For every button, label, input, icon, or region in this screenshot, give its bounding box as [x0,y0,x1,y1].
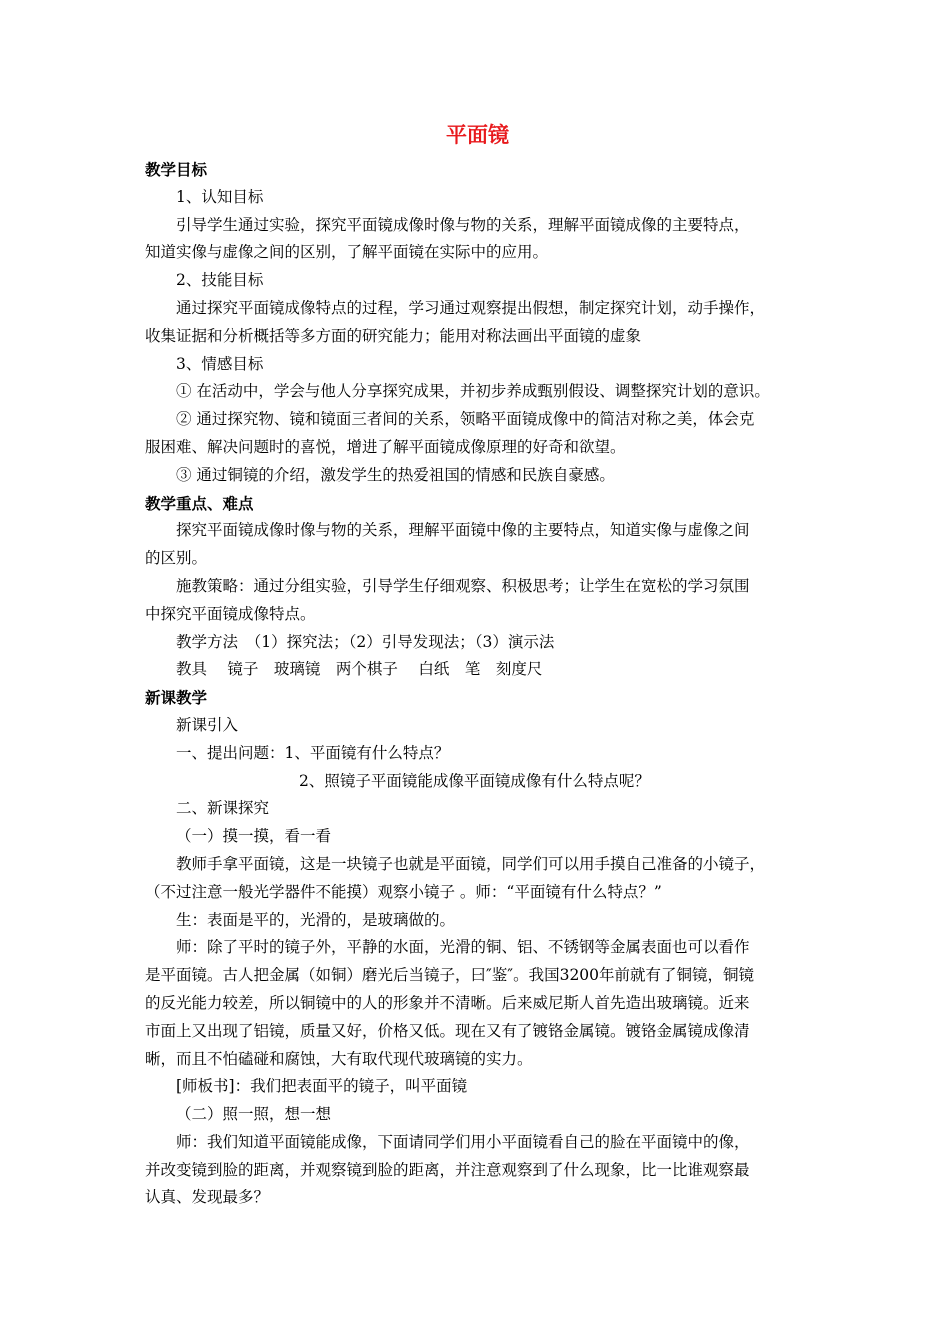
paragraph-line: （不过注意一般光学器件不能摸）观察小镜子 。师：“平面镜有什么特点？” [145,882,662,901]
subheading-skill: 2、技能目标 [176,271,264,290]
teaching-methods: 教学方法 （1）探究法；（2）引导发现法；（3）演示法 [176,632,555,651]
subheading-emotion: 3、情感目标 [176,354,264,373]
subheading-explore: 二、新课探究 [176,799,270,818]
paragraph-line: 中探究平面镜成像特点。 [145,604,316,623]
paragraph-line: 教师手拿平面镜，这是一块镜子也就是平面镜，同学们可以用手摸自己准备的小镜子， [176,854,766,873]
paragraph-line: 生：表面是平的，光滑的，是玻璃做的。 [176,910,456,929]
paragraph-line: 并改变镜到脸的距离，并观察镜到脸的距离，并注意观察到了什么现象，比一比谁观察最 [145,1160,750,1179]
paragraph-line: 的反光能力较差，所以铜镜中的人的形象并不清晰。后来威尼斯人首先造出玻璃镜。近来 [145,993,750,1012]
subheading-part-2: （二）照一照，想一想 [176,1105,332,1124]
document-page [145,118,810,1212]
paragraph-line: 晰，而且不怕磕碰和腐蚀，大有取代现代玻璃镜的实力。 [145,1049,533,1068]
board-note: [师板书]：我们把表面平的镜子，叫平面镜 [176,1077,468,1096]
paragraph-line: 引导学生通过实验，探究平面镜成像时像与物的关系，理解平面镜成像的主要特点， [176,215,750,234]
paragraph-line: 师：我们知道平面镜能成像，下面请同学们用小平面镜看自己的脸在平面镜中的像， [176,1132,750,1151]
document-title: 平面镜 [446,122,509,147]
teaching-tools: 教具 镜子 玻璃镜 两个棋子 白纸 笔 刻度尺 [176,660,543,679]
paragraph-line: 知道实像与虚像之间的区别，了解平面镜在实际中的应用。 [145,243,549,262]
section-heading-new-lesson: 新课教学 [145,688,208,708]
list-item: ② 通过探究物、镜和镜面三者间的关系，领略平面镜成像中的简洁对称之美，体会克 [176,410,755,429]
paragraph-line: 认真、发现最多？ [145,1188,270,1207]
section-heading-key-points: 教学重点、难点 [145,493,254,513]
paragraph-line: 通过探究平面镜成像特点的过程，学习通过观察提出假想，制定探究计划，动手操作， [176,298,766,317]
paragraph-line: 施教策略：通过分组实验，引导学生仔细观察、积极思考；让学生在宽松的学习氛围 [176,576,750,595]
paragraph-line: 的区别。 [145,549,208,568]
subheading-part-1: （一）摸一摸，看一看 [176,827,332,846]
paragraph-line: 市面上又出现了铝镜，质量又好，价格又低。现在又有了镀铬金属镜。镀铬金属镜成像清 [145,1021,750,1040]
section-heading-objectives: 教学目标 [145,160,208,179]
paragraph-line: 师：除了平时的镜子外，平静的水面，光滑的铜、铝、不锈钢等金属表面也可以看作 [176,938,750,957]
subheading-intro: 新课引入 [176,715,239,734]
list-item: ① 在活动中，学会与他人分享探究成果，并初步养成甄别假设、调整探究计划的意识。 [176,382,770,401]
question-line: 2、照镜子平面镜能成像平面镜成像有什么特点呢？ [299,771,650,790]
paragraph-line: 收集证据和分析概括等多方面的研究能力；能用对称法画出平面镜的虚象 [145,326,642,345]
paragraph-line: 服困难、解决问题时的喜悦，增进了解平面镜成像原理的好奇和欲望。 [145,437,626,456]
question-line: 一、提出问题：1、平面镜有什么特点？ [176,743,450,762]
paragraph-line: 探究平面镜成像时像与物的关系，理解平面镜中像的主要特点，知道实像与虚像之间 [176,521,750,540]
subheading-cognitive: 1、认知目标 [176,187,264,206]
paragraph-line: 是平面镜。古人把金属（如铜）磨光后当镜子，曰″鉴″。我国3200年前就有了铜镜，铜镜 [145,966,755,985]
list-item: ③ 通过铜镜的介绍，激发学生的热爱祖国的情感和民族自豪感。 [176,465,615,484]
